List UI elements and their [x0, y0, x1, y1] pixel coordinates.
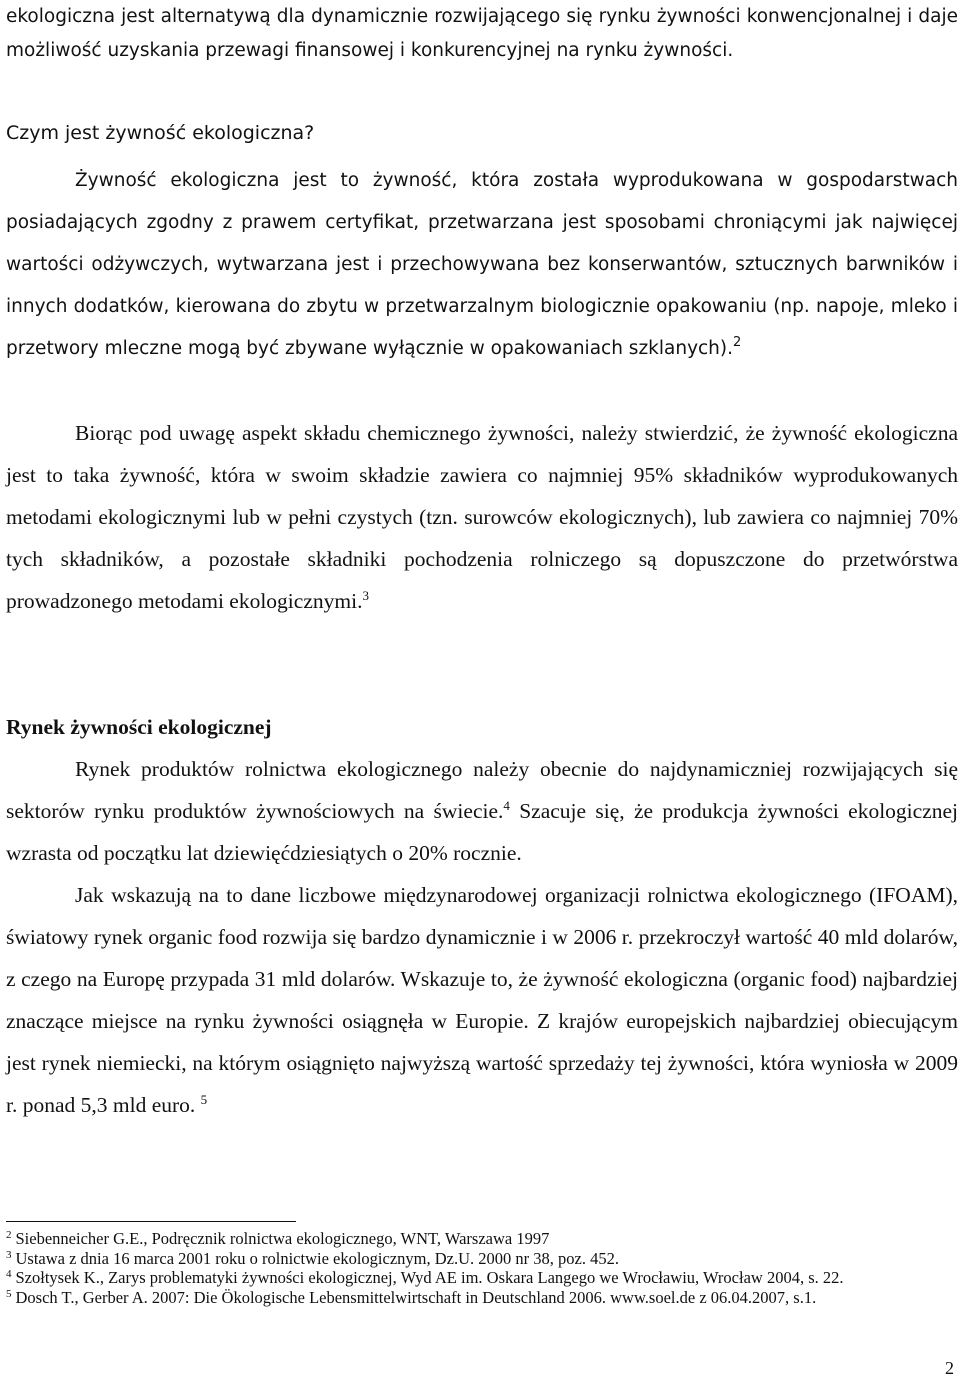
- footnote-item: [6, 1268, 958, 1288]
- ifoam-paragraph: [6, 874, 958, 1126]
- page-number: 2: [945, 1358, 954, 1378]
- footnote-number: 3: [6, 1248, 12, 1261]
- footnote-ref[interactable]: 4: [503, 798, 510, 813]
- footnote-text: Szołtysek K., Zarys problematyki żywności ekologicznej, Wyd AE im. Oskara Langego we Wrocławiu, Wrocław 2004, s. 22.: [15, 1268, 844, 1287]
- composition-paragraph: [6, 412, 958, 622]
- paragraph-text: Biorąc pod uwagę aspekt składu chemicznego żywności, należy stwierdzić, że żywność ekologiczna jest to taka żywność, która w swoim składzie zawiera co najmniej 95% składników wyprodukowanych metodami ekologicznymi lub w pełni czystych (tzn. surowców ekologicznych), lub zawiera co najmniej 70% tych składników, a pozostałe składniki pochodzenia rolniczego są dopuszczone do przetwórstwa prowadzonego metodami ekologicznymi.: [6, 421, 958, 613]
- footnote-number: 2: [6, 1229, 12, 1241]
- section-heading-text: Rynek żywności ekologicznej: [6, 715, 272, 739]
- footnote-text: Dosch T., Gerber A. 2007: Die Ökologische Lebensmittelwirtschaft in Deutschland 2006. www.soel.de z 06.04.2007, s.1.: [15, 1287, 817, 1307]
- paragraph-text: Rynek produktów rolnictwa ekologicznego należy obecnie do najdynamiczniej rozwijających się sektorów rynku produktów żywnościowych na świecie.: [6, 757, 958, 823]
- footnote-separator: [6, 1221, 296, 1222]
- footnote-number: 5: [6, 1287, 12, 1300]
- footnote-ref[interactable]: 2: [733, 335, 742, 350]
- footnotes: [6, 1229, 958, 1307]
- market-paragraph: [6, 748, 958, 874]
- section-heading-text: Czym jest żywność ekologiczna?: [6, 122, 315, 144]
- footnote-item: [6, 1229, 958, 1249]
- paragraph-text-cont: Szacuje się, że produkcja żywności ekologicznej wzrasta od początku lat dziewięćdziesiątych o 20% rocznie.: [6, 799, 958, 865]
- footnote-ref[interactable]: 3: [362, 588, 369, 603]
- paragraph-text: Żywność ekologiczna jest to żywność, która została wyprodukowana w gospodarstwach posiadających zgodny z prawem certyfikat, przetwarzana jest sposobami chroniącymi jak najwięcej wartości odżywczych, wytwarzana jest i przechowywana bez konserwantów, sztucznych barwników i innych dodatków, kierowana do zbytu w przetwarzalnym biologicznie opakowaniu (np. napoje, mleko i przetwory mleczne mogą być zbywane wyłącznie w opakowaniach szklanych).: [6, 170, 958, 359]
- footnote-text: Ustawa z dnia 16 marca 2001 roku o rolnictwie ekologicznym, Dz.U. 2000 nr 38, poz. 452.: [15, 1248, 619, 1268]
- intro-paragraph: [6, 0, 958, 68]
- paragraph-text: Jak wskazują na to dane liczbowe międzynarodowej organizacji rolnictwa ekologicznego (IFOAM), światowy rynek organic food rozwija się bardzo dynamicznie i w 2006 r. przekroczył wartość 40 mld dolarów, z czego na Europę przypada 31 mld dolarów. Wskazuje to, że żywność ekologiczna (organic food) najbardziej znaczące miejsce na rynku żywności osiągnęła w Europie. Z krajów europejskich najbardziej obiecującym jest rynek niemiecki, na którym osiągnięto najwyższą wartość sprzedaży tej żywności, która wyniosła w 2009 r. ponad 5,3 mld euro.: [6, 883, 958, 1117]
- footnote-item: [6, 1288, 958, 1308]
- footnote-ref[interactable]: 5: [200, 1092, 208, 1107]
- section-heading-rynek: [6, 706, 958, 748]
- intro-text: ekologiczna jest alternatywą dla dynamicznie rozwijającego się rynku żywności konwencjonalnej i daje możliwość uzyskania przewagi finansowej i konkurencyjnej na rynku żywności.: [6, 6, 958, 61]
- footnote-item: [6, 1249, 958, 1269]
- section-heading-czym-jest: [6, 116, 958, 150]
- footnote-number: 4: [6, 1268, 12, 1280]
- footnote-text: Siebenneicher G.E., Podręcznik rolnictwa ekologicznego, WNT, Warszawa 1997: [15, 1229, 550, 1248]
- definition-paragraph: [6, 160, 958, 370]
